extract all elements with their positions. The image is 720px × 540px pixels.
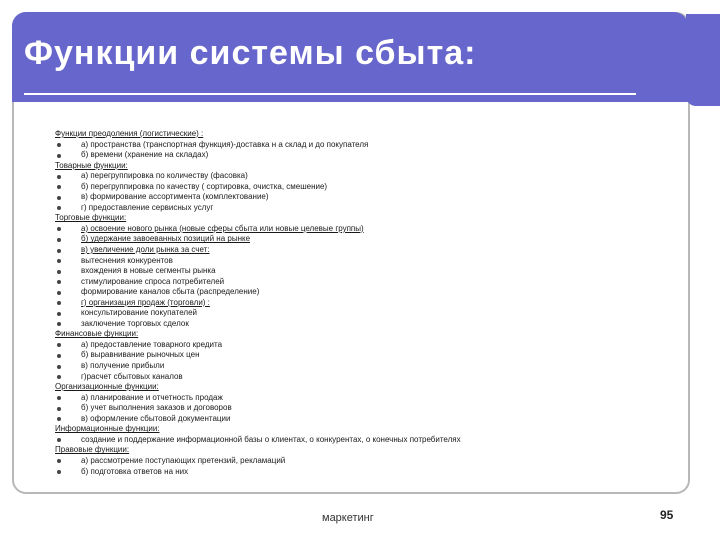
bullet-item-text: а) планирование и отчетность продаж (81, 392, 223, 402)
slide-title: Функции системы сбыта: (24, 34, 477, 72)
bullet-dot-icon (57, 249, 61, 253)
bullet-item (55, 224, 655, 235)
bullet-item-text: вытеснения конкурентов (81, 255, 173, 265)
bullet-dot-icon (57, 143, 61, 147)
bullet-item (55, 403, 655, 414)
bullet-dot-icon (57, 291, 61, 295)
bullet-item (55, 298, 655, 309)
bullet-dot-icon (57, 154, 61, 158)
bullet-item-text: а) рассмотрение поступающих претензий, рекламаций (81, 455, 286, 465)
bullet-item-text: стимулирование спроса потребителей (81, 276, 225, 286)
bullet-item-text: заключение торговых сделок (81, 318, 189, 328)
bullet-dot-icon (57, 459, 61, 463)
section-heading-text: Функции преодоления (логистические) : (55, 129, 204, 138)
section-heading (55, 129, 655, 140)
bullet-dot-icon (57, 175, 61, 179)
bullet-dot-icon (57, 417, 61, 421)
bullet-item (55, 140, 655, 151)
bullet-item (55, 350, 655, 361)
bullet-item-text: г) организация продаж (торговли) : (81, 297, 210, 307)
bullet-item (55, 245, 655, 256)
bullet-item-text: б) выравнивание рыночных цен (81, 350, 200, 360)
bullet-item-text: г) предоставление сервисных услуг (81, 202, 214, 212)
bullet-item-text: б) удержание завоеванных позиций на рынке (81, 234, 251, 244)
bullet-item (55, 192, 655, 203)
bullet-item-text: а) перегруппировка по количеству (фасовка) (81, 171, 248, 181)
bullet-dot-icon (57, 396, 61, 400)
bullet-item (55, 467, 655, 478)
bullet-dot-icon (57, 185, 61, 189)
slide-content (55, 129, 655, 477)
bullet-dot-icon (57, 365, 61, 369)
section-heading-text: Информационные функции: (55, 424, 160, 434)
title-bar-tab (686, 14, 720, 106)
section-heading (55, 424, 655, 435)
bullet-item (55, 287, 655, 298)
bullet-item (55, 456, 655, 467)
bullet-item (55, 234, 655, 245)
bullet-dot-icon (57, 259, 61, 263)
bullet-item-text: а) пространства (транспортная функция)-доставка н а склад и до покупателя (81, 139, 369, 149)
section-heading (55, 213, 655, 224)
bullet-item-text: б) подготовка ответов на них (81, 466, 189, 476)
bullet-dot-icon (57, 322, 61, 326)
bullet-item-text: а) предоставление товарного кредита (81, 339, 223, 349)
bullet-item (55, 203, 655, 214)
title-underline (24, 93, 636, 95)
bullet-dot-icon (57, 354, 61, 358)
section-heading-text: Торговые функции: (55, 213, 127, 223)
bullet-item (55, 435, 655, 446)
bullet-item-text: г)расчет сбытовых каналов (81, 371, 183, 381)
bullet-item (55, 150, 655, 161)
section-heading (55, 382, 655, 393)
bullet-item-text: в) увеличение доли рынка за счет: (81, 245, 210, 255)
bullet-item-text: в) формирование ассортимента (комплектование) (81, 192, 269, 202)
bullet-item (55, 361, 655, 372)
bullet-item (55, 372, 655, 383)
bullet-dot-icon (57, 407, 61, 411)
bullet-dot-icon (57, 227, 61, 231)
footer-text: маркетинг (322, 512, 374, 524)
bullet-item (55, 393, 655, 404)
page-number: 95 (660, 508, 674, 522)
bullet-item (55, 171, 655, 182)
section-heading-text: Финансовые функции: (55, 329, 139, 339)
bullet-item-text: создание и поддержание информационной базы о клиентах, о конкурентах, о конечных потребителях (81, 434, 461, 444)
bullet-item (55, 319, 655, 330)
section-heading (55, 329, 655, 340)
bullet-item-text: б) учет выполнения заказов и договоров (81, 403, 232, 413)
bullet-item-text: консультирование покупателей (81, 308, 198, 318)
bullet-item-text: вхождения в новые сегменты рынка (81, 266, 216, 276)
bullet-item (55, 340, 655, 351)
bullet-dot-icon (57, 238, 61, 242)
bullet-dot-icon (57, 375, 61, 379)
bullet-item-text: б) времени (хранение на складах) (81, 150, 209, 160)
bullet-dot-icon (57, 270, 61, 274)
bullet-item (55, 414, 655, 425)
bullet-dot-icon (57, 312, 61, 316)
bullet-item (55, 256, 655, 267)
bullet-dot-icon (57, 438, 61, 442)
bullet-item (55, 266, 655, 277)
bullet-item-text: а) освоение нового рынка (новые сферы сбыта или новые целевые группы) (81, 223, 364, 233)
section-heading-text: Организационные функции: (55, 382, 159, 392)
bullet-dot-icon (57, 343, 61, 347)
section-heading-text: Товарные функции: (55, 160, 128, 170)
bullet-dot-icon (57, 206, 61, 210)
bullet-item (55, 277, 655, 288)
bullet-item-text: формирование каналов сбыта (распределение) (81, 287, 260, 297)
section-heading (55, 161, 655, 172)
bullet-dot-icon (57, 196, 61, 200)
section-heading-text: Правовые функции: (55, 445, 130, 455)
bullet-dot-icon (57, 280, 61, 284)
bullet-item-text: в) оформление сбытовой документации (81, 413, 231, 423)
bullet-item (55, 308, 655, 319)
bullet-item (55, 182, 655, 193)
bullet-dot-icon (57, 470, 61, 474)
bullet-item-text: в) получение прибыли (81, 361, 165, 371)
section-heading (55, 445, 655, 456)
bullet-item-text: б) перегруппировка по качеству ( сортировка, очистка, смешение) (81, 181, 328, 191)
bullet-dot-icon (57, 301, 61, 305)
